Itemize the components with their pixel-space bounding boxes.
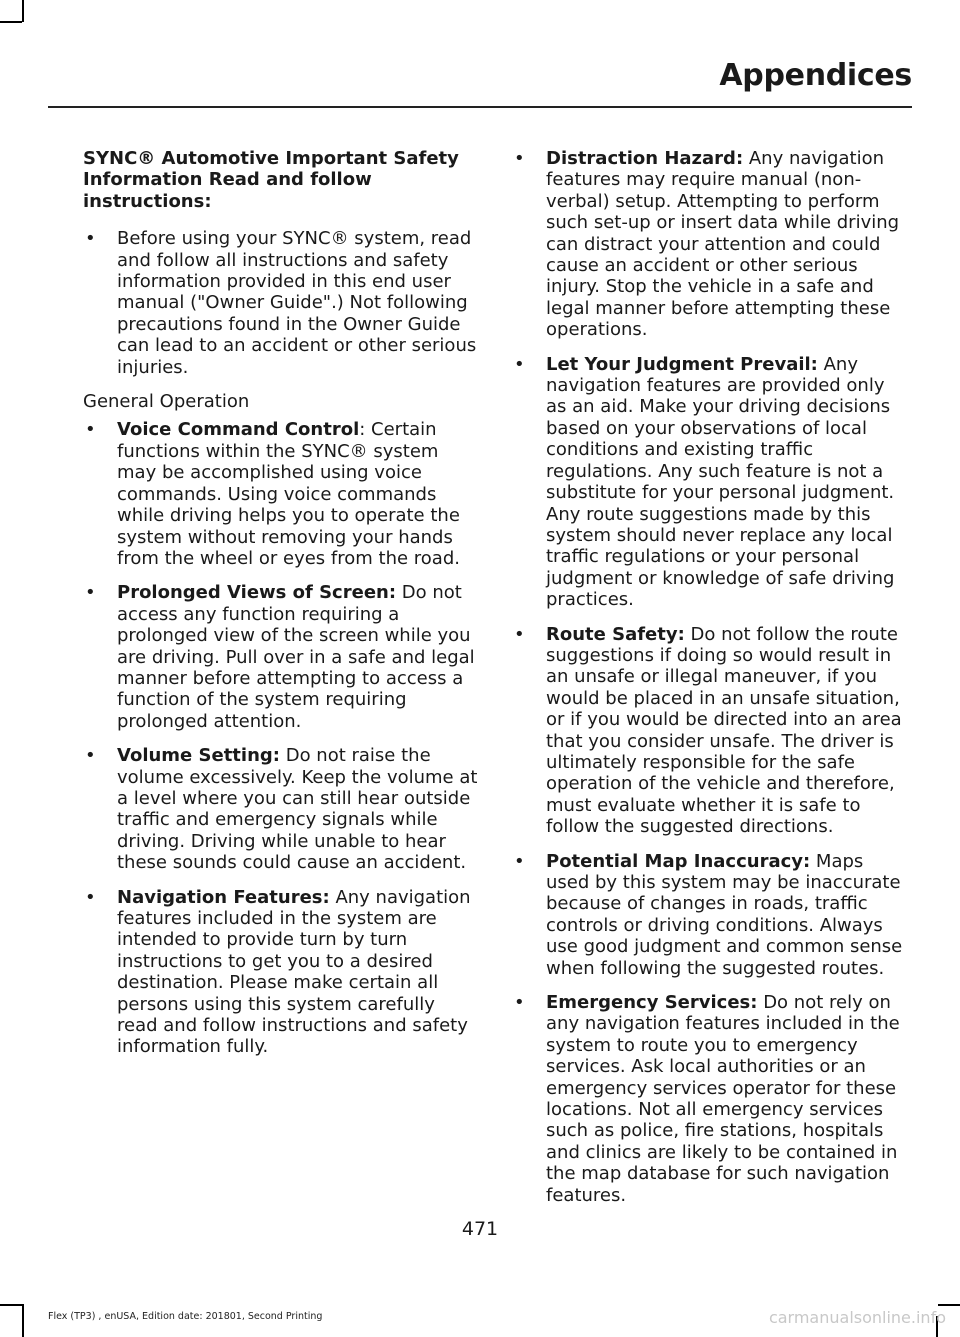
list-item-text: Any navigation features may require manual (non-verbal) setup. Attempting to perform such set-up or insert data while driving can distract your attention and could cause an accident or other serious injury. Stop the vehicle in a safe and legal manner before attempting these operations.	[546, 148, 900, 341]
list-item-text: Maps used by this system may be inaccurate because of changes in roads, traffic controls or driving conditions. Always use good judgment and common sense when following the suggested routes.	[546, 850, 903, 979]
list-item-text: Before using your SYNC® system, read and follow all instructions and safety information provided in this end user manual ("Owner Guide".) Not following precautions found in the Owner Guide can lead to an accident or other serious injuries.	[117, 228, 477, 378]
left-column	[83, 148, 478, 1071]
bullet-glyph: •	[514, 992, 525, 1014]
list-item	[83, 887, 478, 1058]
section-heading: SYNC® Automotive Important Safety Information Read and follow instructions:	[83, 148, 459, 212]
intro-list	[83, 228, 478, 378]
list-item	[512, 354, 908, 611]
list-item-title: Volume Setting:	[117, 745, 280, 767]
list-item-title: Route Safety:	[546, 623, 685, 645]
list-item	[83, 419, 478, 569]
page-header-title: Appendices	[719, 58, 912, 93]
list-item	[512, 992, 908, 1206]
bullet-glyph: •	[85, 419, 96, 441]
list-item-text: Do not follow the route suggestions if doing so would result in an unsafe or illegal maneuver, if you would be placed in an unsafe situation, or if you would be directed into an area that you consider unsafe. The driver is ultimately responsible for the safe operation of the vehicle and therefore, must evaluate whether it is safe to follow the suggested directions.	[546, 623, 902, 838]
general-operation-list	[83, 419, 478, 1057]
list-item-text: : Certain functions within the SYNC® system may be accomplished using voice commands. Using voice commands while driving helps you to operate the system without removing your hands from the wheel or eyes from the road.	[117, 419, 460, 569]
list-item-text: Do not rely on any navigation features included in the system to route you to emergency services. Ask local authorities or an emergency services operator for these locations. Not all emergency services such as police, fire stations, hospitals and clinics are likely to be contained in the map database for such navigation features.	[546, 992, 900, 1206]
list-item-title: Emergency Services:	[546, 992, 758, 1014]
section-subheading: General Operation	[83, 391, 250, 413]
bullet-glyph: •	[85, 745, 96, 767]
crop-mark-top-left	[0, 21, 22, 23]
watermark: carmanualsonline.info	[768, 1308, 946, 1327]
list-item-text: Do not raise the volume excessively. Keep the volume at a level where you can still hear outside traffic and emergency signals while driving. Driving while unable to hear these sounds could cause an accident.	[117, 745, 478, 874]
list-item-title: Navigation Features:	[117, 886, 330, 908]
list-item	[512, 148, 908, 341]
bullet-glyph: •	[514, 353, 525, 375]
list-item-title: Voice Command Control	[117, 419, 360, 441]
crop-mark-bottom-left	[22, 1304, 24, 1337]
bullet-glyph: •	[514, 850, 525, 872]
bullet-glyph: •	[85, 582, 96, 604]
list-item-title: Potential Map Inaccuracy:	[546, 850, 811, 872]
list-item-text: Any navigation features included in the system are intended to provide turn by turn instructions to get you to a desired destination. Please make certain all persons using this system carefully read and follow instructions and safety information fully.	[117, 886, 471, 1058]
list-item-text: Do not access any function requiring a prolonged view of the screen while you are driving. Pull over in a safe and legal manner before attempting to access a function of the system requiring prolonged attention.	[117, 582, 475, 732]
list-item-text: Any navigation features are provided only as an aid. Make your driving decisions based on your observations of local conditions and existing traffic regulations. Any such feature is not a substitute for your personal judgment. Any route suggestions made by this system should never replace any local traffic regulations or your personal judgment or knowledge of safe driving practices.	[546, 353, 895, 611]
bullet-glyph: •	[514, 148, 525, 169]
right-column	[512, 148, 908, 1219]
footer-edition-info: Flex (TP3) , enUSA, Edition date: 201801, Second Printing	[48, 1311, 323, 1322]
list-item	[83, 582, 478, 732]
crop-mark-bottom-left	[0, 1304, 22, 1306]
list-item	[512, 851, 908, 979]
list-item-title: Prolonged Views of Screen:	[117, 582, 397, 604]
navigation-safety-list	[512, 148, 908, 1206]
list-item	[83, 745, 478, 873]
list-item-title: Distraction Hazard:	[546, 148, 744, 169]
crop-mark-top-left	[22, 0, 24, 22]
header-divider	[48, 106, 912, 108]
bullet-glyph: •	[85, 228, 96, 250]
bullet-glyph: •	[514, 623, 525, 645]
page-number: 471	[461, 1218, 499, 1240]
bullet-glyph: •	[85, 886, 96, 908]
crop-mark-bottom-right	[938, 1304, 960, 1306]
list-item-title: Let Your Judgment Prevail:	[546, 353, 818, 375]
list-item	[512, 624, 908, 838]
list-item	[83, 228, 478, 378]
